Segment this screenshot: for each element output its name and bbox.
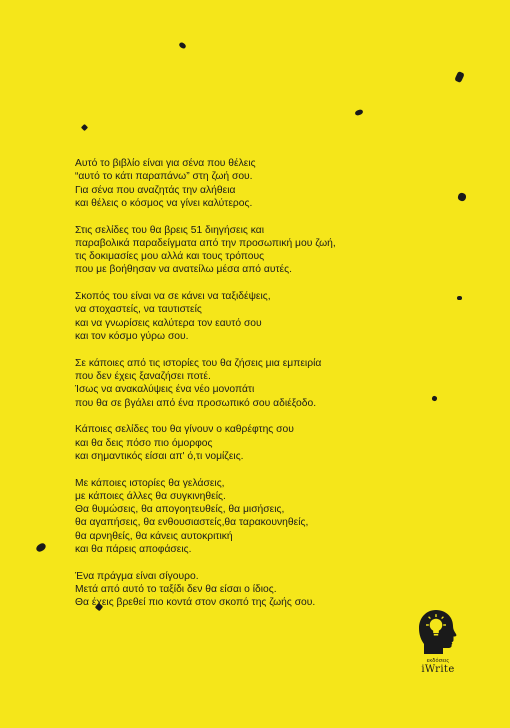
- text-line: και να γνωρίσεις καλύτερα τον εαυτό σου: [75, 317, 262, 329]
- confetti-shape: [35, 542, 47, 553]
- text-line: που δεν έχεις ξαναζήσει ποτέ.: [75, 371, 211, 383]
- confetti-shape: [81, 124, 88, 131]
- text-line: να στοχαστείς, να ταυτιστείς: [75, 304, 202, 316]
- text-line: Κάποιες σελίδες του θα γίνουν ο καθρέφτης σου: [75, 424, 294, 436]
- text-line: που με βοήθησαν να ανατείλω μέσα από αυτές.: [75, 264, 292, 276]
- head-with-lightbulb-icon: [419, 608, 457, 656]
- blurb-paragraph-2: [75, 224, 475, 277]
- text-line: Ένα πράγμα είναι σίγουρο.: [75, 570, 199, 582]
- text-line: Θα έχεις βρεθεί πιο κοντά στον σκοπό της ζωής σου.: [75, 597, 316, 609]
- confetti-shape: [454, 71, 465, 83]
- text-line: Για σένα που αναζητάς την αλήθεια: [75, 184, 236, 196]
- text-line: και θα δεις πόσο πιο όμορφος: [75, 437, 213, 449]
- text-line: “αυτό το κάτι παραπάνω” στη ζωή σου.: [75, 171, 253, 183]
- text-line: και θέλεις ο κόσμος να γίνει καλύτερος.: [75, 197, 253, 209]
- text-line: με κάποιες άλλες θα συγκινηθείς.: [75, 490, 226, 502]
- blurb-text: [75, 157, 475, 623]
- text-line: Ίσως να ανακαλύψεις ένα νέο μονοπάτι: [75, 384, 255, 396]
- text-line: θα αγαπήσεις, θα ενθουσιαστείς,θα ταρακουνηθείς,: [75, 517, 309, 529]
- confetti-shape: [178, 41, 187, 49]
- text-line: τις δοκιμασίες μου αλλά και τους τρόπους: [75, 251, 265, 263]
- publisher-label: εκδόσεις: [426, 658, 450, 664]
- text-line: Σκοπός του είναι να σε κάνει να ταξιδέψεις,: [75, 291, 271, 303]
- publisher-brand: iWrite: [421, 664, 455, 675]
- text-line: και τον κόσμο γύρω σου.: [75, 331, 189, 343]
- blurb-paragraph-6: [75, 477, 475, 557]
- text-line: Σε κάποιες από τις ιστορίες του θα ζήσεις μια εμπειρία: [75, 357, 322, 369]
- text-line: που θα σε βγάλει από ένα προσωπικό σου αδιέξοδο.: [75, 397, 317, 409]
- text-line: Αυτό το βιβλίο είναι για σένα που θέλεις: [75, 158, 256, 169]
- blurb-paragraph-7: [75, 570, 475, 610]
- text-line: Στις σελίδες του θα βρεις 51 διηγήσεις και: [75, 224, 264, 236]
- text-line: και θα πάρεις αποφάσεις.: [75, 544, 192, 556]
- text-line: Θα θυμώσεις, θα απογοητευθείς, θα μισήσεις,: [75, 504, 285, 516]
- blurb-paragraph-1: [75, 157, 475, 210]
- publisher-logo: [412, 608, 464, 675]
- blurb-paragraph-5: [75, 423, 475, 463]
- text-line: θα αρνηθείς, θα κάνεις αυτοκριτική: [75, 530, 233, 542]
- confetti-shape: [354, 109, 363, 116]
- text-line: Μετά από αυτό το ταξίδι δεν θα είσαι ο ίδιος.: [75, 584, 277, 596]
- text-line: και σημαντικός είσαι απ' ό,τι νομίζεις.: [75, 450, 244, 462]
- text-line: Με κάποιες ιστορίες θα γελάσεις,: [75, 477, 225, 489]
- blurb-paragraph-3: [75, 290, 475, 343]
- text-line: παραβολικά παραδείγματα από την προσωπική μου ζωή,: [75, 237, 336, 249]
- blurb-paragraph-4: [75, 357, 475, 410]
